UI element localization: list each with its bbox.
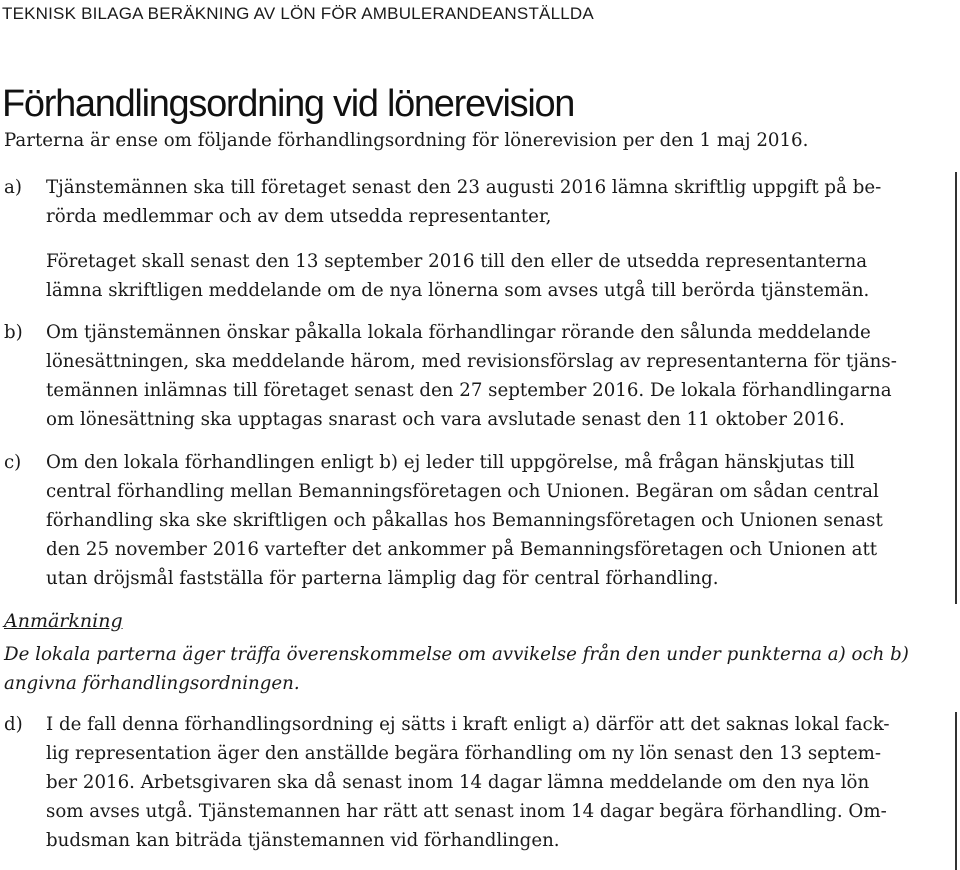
item-c-line: förhandling ska ske skriftligen och påkallas hos Bemanningsföretagen och Unionen senast (46, 510, 883, 531)
change-bar-bottom (955, 712, 957, 870)
item-c-line: Om den lokala förhandlingen enligt b) ej leder till uppgörelse, må frågan hänskjutas till (46, 452, 855, 473)
item-d-label: d) (4, 714, 23, 735)
item-d-line: budsman kan biträda tjänstemannen vid förhandlingen. (46, 830, 560, 851)
item-d-line: lig representation äger den anställde begära förhandling om ny lön senast den 13 septem- (46, 743, 882, 764)
note-line: De lokala parterna äger träffa överenskommelse om avvikelse från den under punkterna a) och b) (4, 644, 909, 665)
item-a-line: Företaget skall senast den 13 september 2016 till den eller de utsedda representanterna (46, 251, 868, 272)
item-c-label: c) (4, 452, 22, 473)
item-d-line: ber 2016. Arbetsgivaren ska då senast inom 14 dagar lämna meddelande om den nya lön (46, 772, 870, 793)
item-c-line: utan dröjsmål fastställa för parterna lämplig dag för central förhandling. (46, 568, 719, 589)
item-b-line: lönesättningen, ska meddelande härom, med revisionsförslag av representanterna för tjäns- (46, 351, 897, 372)
item-b-line: temännen inlämnas till företaget senast den 27 september 2016. De lokala förhandlingarna (46, 380, 892, 401)
note-heading: Anmärkning (4, 610, 123, 632)
item-c-line: den 25 november 2016 vartefter det ankommer på Bemanningsföretagen och Unionen att (46, 539, 878, 560)
page-title: Förhandlingsordning vid lönerevision (2, 83, 575, 125)
item-a-label: a) (4, 177, 22, 198)
item-a-line: rörda medlemmar och av dem utsedda representanter, (46, 206, 552, 227)
item-b-label: b) (4, 322, 23, 343)
change-bar-top (955, 172, 957, 604)
item-b-line: om lönesättning ska upptagas snarast och vara avslutade senast den 11 oktober 2016. (46, 409, 845, 430)
running-header: TEKNISK BILAGA BERÄKNING AV LÖN FÖR AMBULERANDEANSTÄLLDA (2, 4, 594, 23)
item-c-line: central förhandling mellan Bemanningsföretagen och Unionen. Begäran om sådan central (46, 481, 879, 502)
item-a-line: lämna skriftligen meddelande om de nya lönerna som avses utgå till berörda tjänstemän. (46, 280, 870, 301)
item-b-line: Om tjänstemännen önskar påkalla lokala förhandlingar rörande den sålunda meddelande (46, 322, 871, 343)
item-d-line: som avses utgå. Tjänstemannen har rätt att senast inom 14 dagar begära förhandling. Om- (46, 801, 887, 822)
item-a-line: Tjänstemännen ska till företaget senast den 23 augusti 2016 lämna skriftlig uppgift på be- (46, 177, 882, 198)
intro-paragraph: Parterna är ense om följande förhandlingsordning för lönerevision per den 1 maj 2016. (4, 130, 809, 151)
note-line: angivna förhandlingsordningen. (4, 673, 300, 694)
item-d-line: I de fall denna förhandlingsordning ej sätts i kraft enligt a) därför att det saknas lokal fack- (46, 714, 890, 735)
